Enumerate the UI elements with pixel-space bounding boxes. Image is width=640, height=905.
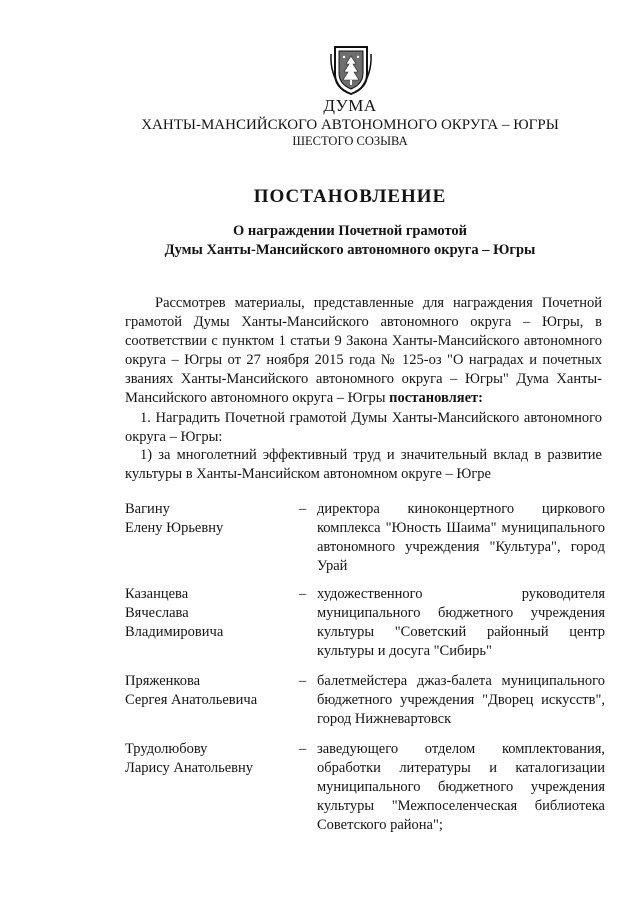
item-1-paragraph	[125, 409, 602, 447]
document-type: ПОСТАНОВЛЕНИЕ	[253, 186, 447, 207]
awardee-name	[125, 500, 290, 538]
awardee-position: художественного руководителя муниципального бюджетного учреждения культуры "Советский районный центр культуры и досуга "Сибирь"	[317, 586, 605, 659]
resolves-word: постановляет:	[389, 390, 483, 406]
awardee-position: балетмейстера джаз-балета муниципального бюджетного учреждения "Дворец искусств", город Нижневартовск	[317, 673, 605, 727]
awardee-given-names: Вячеслава Владимировича	[125, 605, 224, 640]
awardee-name	[125, 672, 290, 710]
document-subject-line1: О награждении Почетной грамотой	[232, 223, 468, 239]
item-1-text: 1. Наградить Почетной грамотой Думы Ханты-Мансийского автономного округа – Югры:	[125, 410, 602, 445]
organization-name: ДУМА	[323, 96, 377, 115]
preamble-text: Рассмотрев материалы, представленные для награждения Почетной грамотой Думы Ханты-Мансийского автономного округа – Югры, в соответствии с пунктом 1 статьи 9 Закона Ханты-Мансийского автономного округа – Югры от 27 ноября 2015 года № 125-оз "О наградах и почетных званиях Ханты-Мансийского автономного округа – Югры" Дума Ханты-Мансийского автономного округа – Югры	[125, 295, 602, 406]
dash: –	[299, 741, 307, 757]
dash: –	[299, 586, 307, 602]
item-1-1-paragraph	[125, 446, 602, 484]
awardee-given-names: Ларису Анатольевну	[125, 760, 254, 776]
item-1-1-text: 1) за многолетний эффективный труд и значительный вклад в развитие культуры в Ханты-Мансийском автономном округе – Югре	[125, 447, 602, 482]
awardee-position: заведующего отделом комплектования, обработки литературы и каталогизации муниципального бюджетного учреждения культуры "Межпоселенческая библиотека Советского района";	[317, 741, 605, 833]
convocation: ШЕСТОГО СОЗЫВА	[292, 134, 408, 148]
coat-of-arms-icon	[329, 44, 373, 96]
awardee-given-names: Елену Юрьевну	[125, 520, 224, 536]
awardee-surname: Вагину	[125, 501, 170, 517]
region-name: ХАНТЫ-МАНСИЙСКОГО АВТОНОМНОГО ОКРУГА – ЮГРЫ	[141, 117, 559, 133]
preamble-paragraph	[125, 294, 602, 408]
awardee-name	[125, 740, 290, 778]
dash: –	[299, 673, 307, 689]
document-subject-line2: Думы Ханты-Мансийского автономного округа – Югры	[164, 242, 536, 258]
awardee-given-names: Сергея Анатольевича	[125, 692, 258, 708]
awardee-position: директора киноконцертного циркового комплекса "Юность Шаима" муниципального автономного учреждения "Культура", город Урай	[317, 501, 605, 574]
awardee-surname: Казанцева	[125, 586, 189, 602]
awardee-name	[125, 585, 290, 642]
awardee-surname: Пряженкова	[125, 673, 201, 689]
dash: –	[299, 501, 307, 517]
awardee-surname: Трудолюбову	[125, 741, 208, 757]
